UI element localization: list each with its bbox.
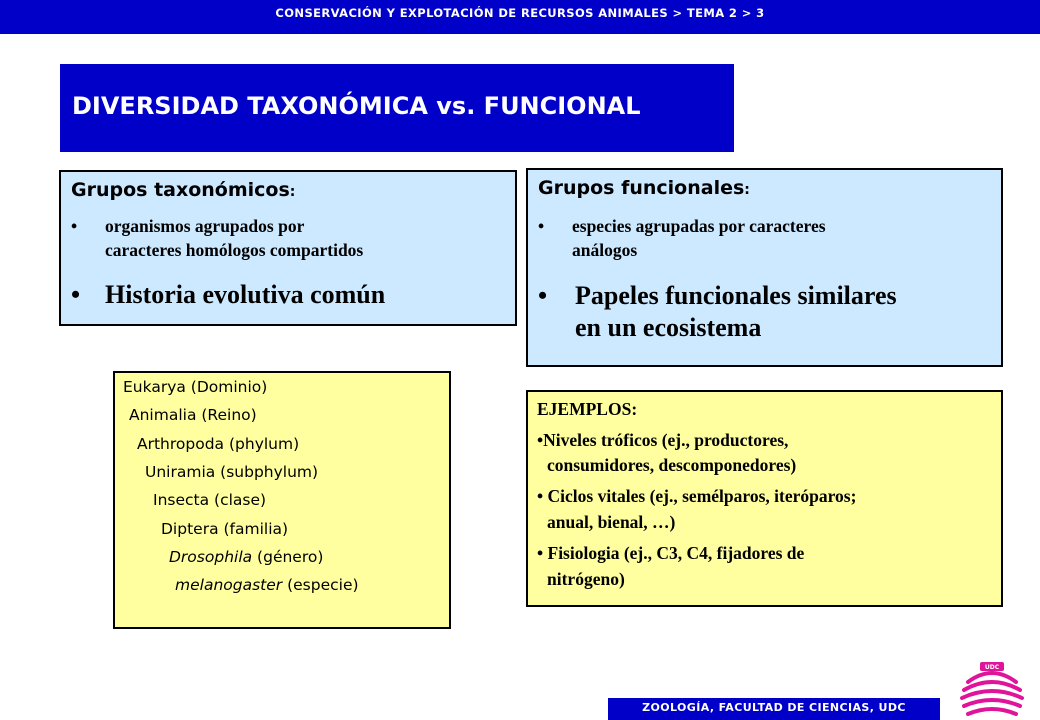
example-trophic-line-1: •Niveles tróficos (ej., productores, [537, 430, 789, 450]
hierarchy-genus: Drosophila (género) [169, 548, 324, 566]
logo-text: UDC [984, 664, 1000, 671]
taxonomic-bullet-2 [71, 280, 511, 310]
examples-box [526, 390, 1003, 607]
university-logo-icon [956, 658, 1028, 718]
bullet-text-line: especies agrupadas por caracteres [572, 216, 826, 236]
bullet-text-line: Historia evolutiva común [105, 280, 386, 309]
bullet-icon: • [538, 216, 545, 236]
examples-heading: EJEMPLOS: [537, 399, 638, 419]
bullet-icon: • [71, 216, 78, 236]
bullet-text-line: organismos agrupados por [105, 216, 305, 236]
hierarchy-kingdom: Animalia (Reino) [129, 406, 257, 424]
functional-bullet-2 [538, 280, 998, 344]
hierarchy-species: melanogaster (especie) [175, 576, 359, 594]
functional-heading: Grupos funcionales: [538, 177, 750, 199]
title-banner [60, 64, 734, 152]
bullet-text-line: caracteres homólogos compartidos [105, 240, 364, 260]
example-lifecycle-line-1: • Ciclos vitales (ej., semélparos, iteróparos; [537, 486, 857, 506]
taxonomic-heading: Grupos taxonómicos: [71, 179, 296, 201]
hierarchy-class: Insecta (clase) [153, 491, 267, 509]
example-lifecycle-line-2: anual, bienal, …) [547, 512, 676, 532]
example-physiology-line-1: • Fisiologia (ej., C3, C4, fijadores de [537, 543, 805, 563]
hierarchy-phylum: Arthropoda (phylum) [137, 435, 300, 453]
hierarchy-family: Diptera (familia) [161, 520, 289, 538]
bullet-text-line: análogos [572, 240, 638, 260]
bullet-text-line: en un ecosistema [575, 313, 762, 342]
bullet-icon: • [538, 281, 548, 310]
functional-bullet-1 [538, 214, 998, 262]
example-trophic-line-2: consumidores, descomponedores) [547, 455, 797, 475]
page-title: DIVERSIDAD TAXONÓMICA vs. FUNCIONAL [72, 92, 641, 120]
footer-institution: ZOOLOGÍA, FACULTAD DE CIENCIAS, UDC [608, 698, 940, 720]
functional-groups-box [526, 168, 1003, 367]
taxonomic-groups-box [59, 170, 517, 326]
hierarchy-subphylum: Uniramia (subphylum) [145, 463, 319, 481]
example-physiology-line-2: nitrógeno) [547, 569, 625, 589]
bullet-text-line: Papeles funcionales similares [575, 281, 897, 310]
hierarchy-domain: Eukarya (Dominio) [123, 378, 268, 396]
breadcrumb: CONSERVACIÓN Y EXPLOTACIÓN DE RECURSOS ANIMALES > TEMA 2 > 3 [0, 0, 1040, 34]
taxonomic-bullet-1 [71, 214, 511, 262]
taxonomic-hierarchy-box [113, 371, 451, 629]
bullet-icon: • [71, 280, 81, 309]
